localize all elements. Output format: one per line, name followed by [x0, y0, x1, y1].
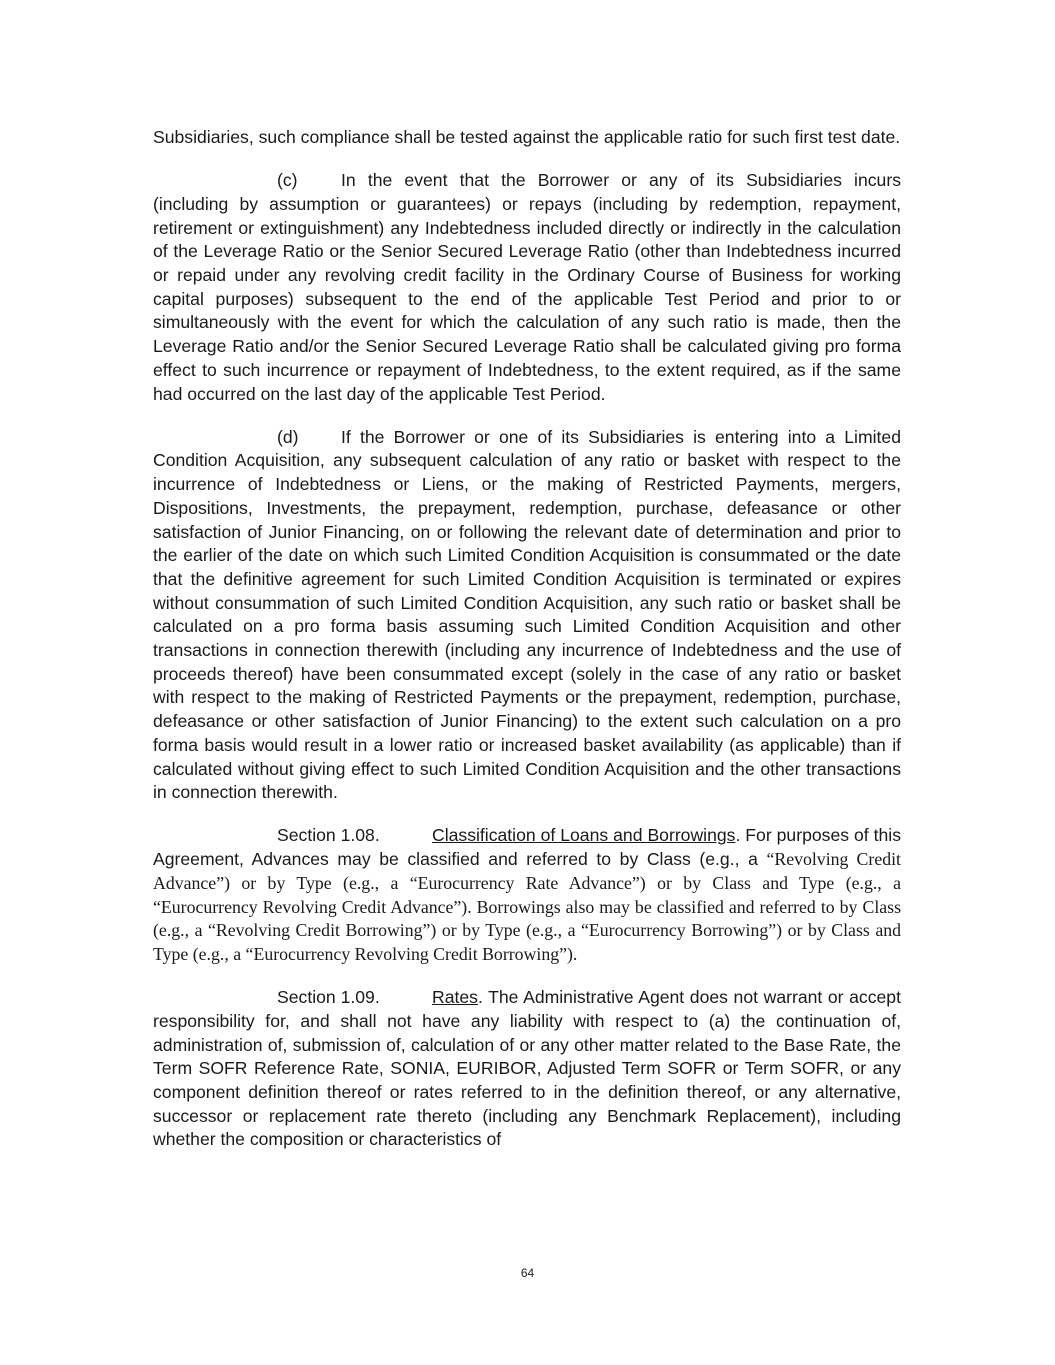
- paragraph-intro: [153, 126, 901, 150]
- clause-label-d: (d): [277, 426, 299, 447]
- paragraph-c: [153, 169, 901, 406]
- section-text: . For purposes of this Agreement, Advances may be classified and referred to by Class (e.g., a: [153, 825, 901, 870]
- paragraph-d: [153, 426, 901, 805]
- section-heading: Rates: [432, 987, 478, 1008]
- section-1-09: [153, 986, 901, 1152]
- page-number: 64: [520, 1266, 535, 1280]
- document-page: [153, 126, 901, 1172]
- section-number: Section 1.08.: [277, 825, 380, 846]
- clause-label-c: (c): [277, 170, 298, 191]
- section-text-serif: “Revolving Credit Advance”) or by Type (e.g., a “Eurocurrency Rate Advance”) or by Class and Type (e.g., a “Eurocurrency Revolving Credit Advance”). Borrowings also may be classified and referred to by Class (e.g., a “Revolving Credit Borrowing”) or by Type (e.g., a “Eurocurrency Borrowing”) or by Class and Type (e.g., a “Eurocurrency Revolving Credit Borrowing”).: [153, 849, 901, 964]
- section-1-08: [153, 824, 901, 966]
- clause-text-c: In the event that the Borrower or any of its Subsidiaries incurs (including by assumption or guarantees) or repays (including by redemption, repayment, retirement or extinguishment) any Indebtedness included directly or indirectly in the calculation of the Leverage Ratio or the Senior Secured Leverage Ratio (other than Indebtedness incurred or repaid under any revolving credit facility in the Ordinary Course of Business for working capital purposes) subsequent to the end of the applicable Test Period and prior to or simultaneously with the event for which the calculation of any such ratio is made, then the Leverage Ratio and/or the Senior Secured Leverage Ratio shall be calculated giving pro forma effect to such incurrence or repayment of Indebtedness, to the extent required, as if the same had occurred on the last day of the applicable Test Period.: [153, 170, 901, 404]
- section-text: . The Administrative Agent does not warrant or accept responsibility for, and shall not have any liability with respect to (a) the continuation of, administration of, submission of, calculation of or any other matter related to the Base Rate, the Term SOFR Reference Rate, SONIA, EURIBOR, Adjusted Term SOFR or Term SOFR, or any component definition thereof or rates referred to in the definition thereof, or any alternative, successor or replacement rate thereto (including any Benchmark Replacement), including whether the composition or characteristics of: [153, 987, 901, 1150]
- section-heading: Classification of Loans and Borrowings: [432, 825, 736, 846]
- intro-text: Subsidiaries, such compliance shall be tested against the applicable ratio for such first test date.: [153, 127, 901, 147]
- clause-text-d: If the Borrower or one of its Subsidiaries is entering into a Limited Condition Acquisition, any subsequent calculation of any ratio or basket with respect to the incurrence of Indebtedness or Liens, or the making of Restricted Payments, mergers, Dispositions, Investments, the prepayment, redemption, purchase, defeasance or other satisfaction of Junior Financing, on or following the relevant date of determination and prior to the earlier of the date on which such Limited Condition Acquisition is consummated or the date that the definitive agreement for such Limited Condition Acquisition is terminated or expires without consummation of such Limited Condition Acquisition, any such ratio or basket shall be calculated on a pro forma basis assuming such Limited Condition Acquisition and other transactions in connection therewith (including any incurrence of Indebtedness and the use of proceeds thereof) have been consummated except (solely in the case of any ratio or basket with respect to the making of Restricted Payments or the prepayment, redemption, purchase, defeasance or other satisfaction of Junior Financing) to the extent such calculation on a pro forma basis would result in a lower ratio or increased basket availability (as applicable) than if calculated without giving effect to such Limited Condition Acquisition and the other transactions in connection therewith.: [153, 426, 901, 803]
- section-number: Section 1.09.: [277, 987, 380, 1008]
